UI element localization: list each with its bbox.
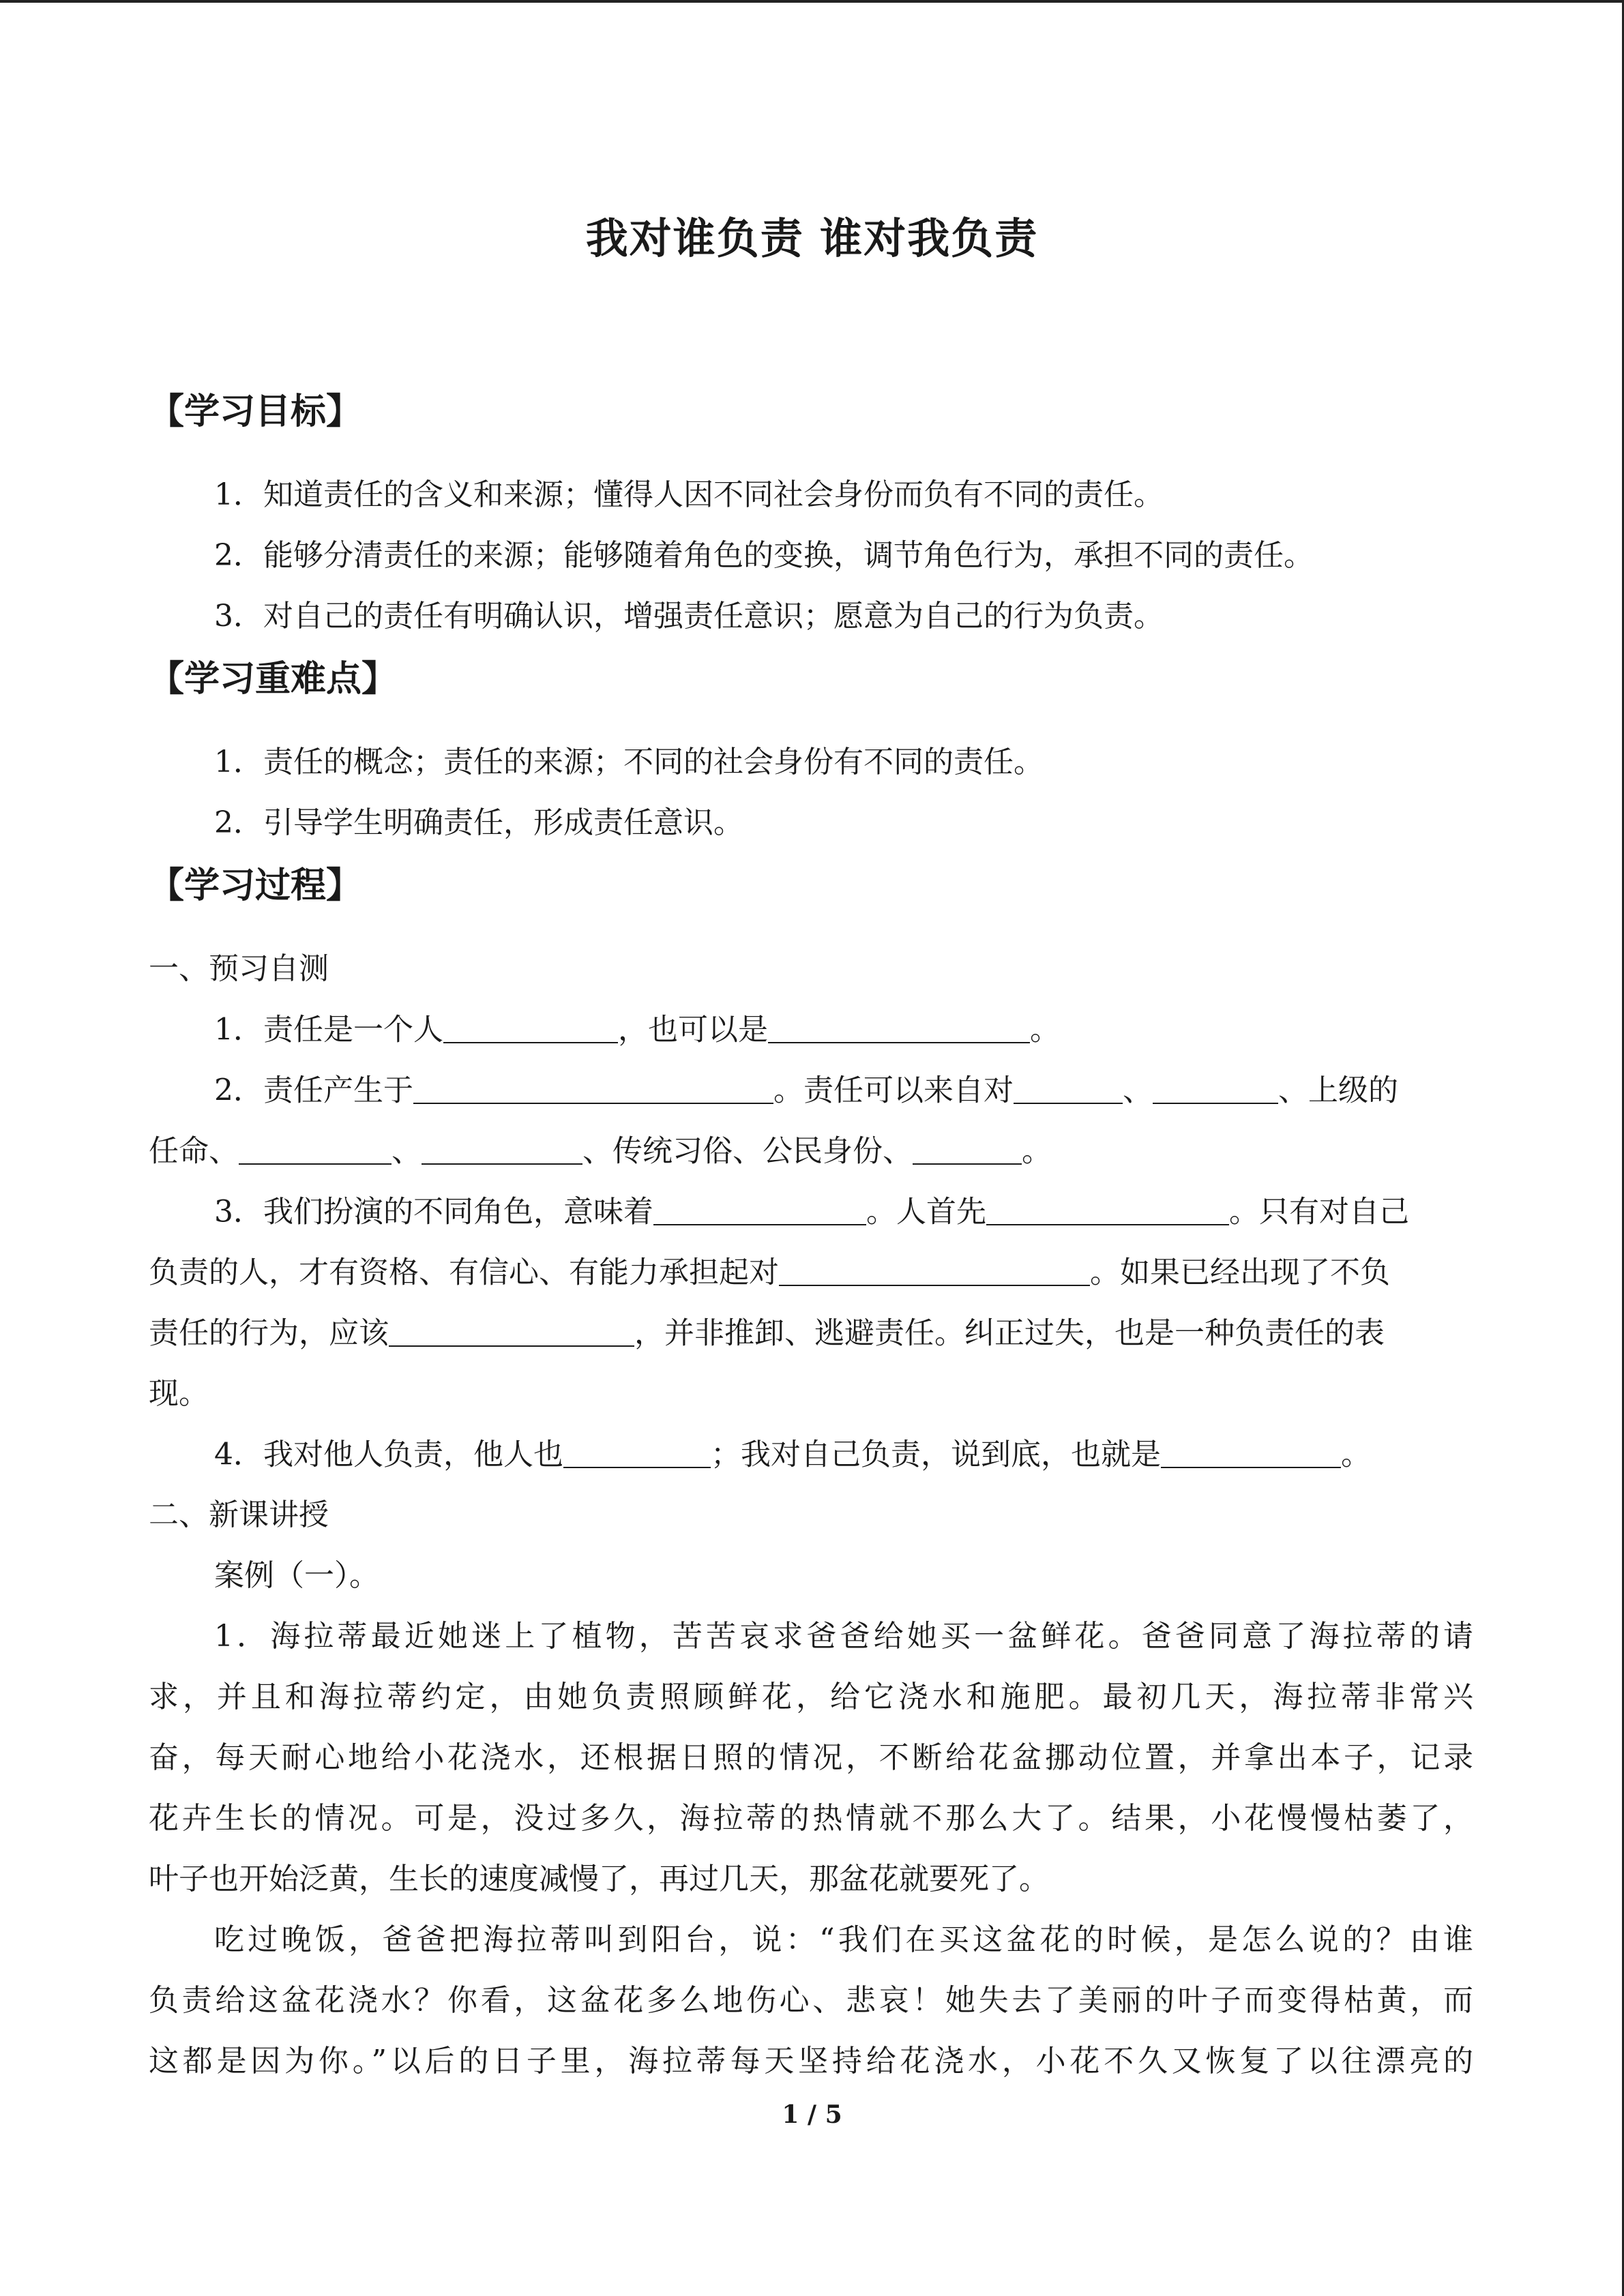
section-heading-process: 【学习过程】: [149, 865, 362, 906]
question-3-line-2: 负责的人，才有资格、有信心、有能力承担起对 。如果已经出现了不负: [149, 1255, 1390, 1290]
story-line: 求，并且和海拉蒂约定，由她负责照顾鲜花，给它浇水和施肥。最初几天，海拉蒂非常兴: [149, 1680, 1473, 1714]
key-point-item-2: 2．引导学生明确责任，形成责任意识。: [214, 805, 743, 840]
answer-blank[interactable]: [653, 1194, 866, 1225]
story-line: 奋，每天耐心地给小花浇水，还根据日照的情况，不断给花盆挪动位置，并拿出本子，记录: [149, 1740, 1473, 1775]
question-1: 1．责任是一个人 ，也可以是 。: [214, 1012, 1060, 1047]
section-heading-objectives: 【学习目标】: [149, 391, 362, 432]
objective-item-1: 1．知道责任的含义和来源；懂得人因不同社会身份而负有不同的责任。: [214, 477, 1164, 512]
story-line: 叶子也开始泛黄，生长的速度减慢了，再过几天，那盆花就要死了。: [149, 1862, 1049, 1896]
document-title: 我对谁负责 谁对我负责: [585, 213, 1039, 263]
answer-blank[interactable]: [443, 1012, 618, 1043]
answer-blank[interactable]: [768, 1012, 1030, 1043]
objective-item-3: 3．对自己的责任有明确认识，增强责任意识；愿意为自己的行为负责。: [214, 599, 1164, 633]
story-line: 1．海拉蒂最近她迷上了植物，苦苦哀求爸爸给她买一盆鲜花。爸爸同意了海拉蒂的请: [214, 1619, 1473, 1654]
story-line: 花卉生长的情况。可是，没过多久，海拉蒂的热情就不那么大了。结果，小花慢慢枯萎了，: [149, 1801, 1473, 1836]
answer-blank[interactable]: [1161, 1437, 1341, 1468]
answer-blank[interactable]: [779, 1255, 1090, 1286]
answer-blank[interactable]: [1014, 1073, 1123, 1104]
answer-blank[interactable]: [1153, 1073, 1278, 1104]
answer-blank[interactable]: [413, 1073, 773, 1104]
question-4: 4．我对他人负责，他人也 ；我对自己负责，说到底，也就是 。: [214, 1437, 1371, 1472]
question-3-line-3: 责任的行为，应该 ，并非推卸、逃避责任。纠正过失，也是一种负责任的表: [149, 1315, 1385, 1351]
page-number: 1 / 5: [782, 2100, 842, 2129]
question-2-line-2: 任命、 、 、传统习俗、公民身份、 。: [149, 1133, 1052, 1169]
key-point-item-1: 1．责任的概念；责任的来源；不同的社会身份有不同的责任。: [214, 745, 1044, 779]
story-line: 负责给这盆花浇水？你看，这盆花多么地伤心、悲哀！她失去了美丽的叶子而变得枯黄，而: [149, 1983, 1473, 2018]
section-heading-key-points: 【学习重难点】: [149, 658, 398, 700]
answer-blank[interactable]: [239, 1133, 392, 1165]
answer-blank[interactable]: [422, 1133, 582, 1165]
question-2-line-1: 2．责任产生于 。责任可以来自对 、 、上级的: [214, 1073, 1398, 1108]
part-title-new-lesson: 二、新课讲授: [149, 1497, 329, 1532]
story-line: 吃过晚饭，爸爸把海拉蒂叫到阳台，说：“我们在买这盆花的时候，是怎么说的？由谁: [214, 1922, 1473, 1957]
objective-item-2: 2．能够分清责任的来源；能够随着角色的变换，调节角色行为，承担不同的责任。: [214, 538, 1314, 573]
question-3-line-1: 3．我们扮演的不同角色，意味着 。人首先 。只有对自己: [214, 1194, 1409, 1229]
question-3-line-4: 现。: [149, 1376, 209, 1411]
part-title-preview: 一、预习自测: [149, 951, 329, 986]
answer-blank[interactable]: [563, 1437, 711, 1468]
answer-blank[interactable]: [389, 1315, 634, 1347]
answer-blank[interactable]: [986, 1194, 1229, 1225]
story-line: 这都是因为你。”以后的日子里，海拉蒂每天坚持给花浇水，小花不久又恢复了以往漂亮的: [149, 2044, 1473, 2078]
answer-blank[interactable]: [913, 1133, 1022, 1165]
case-title: 案例（一）。: [214, 1558, 379, 1593]
